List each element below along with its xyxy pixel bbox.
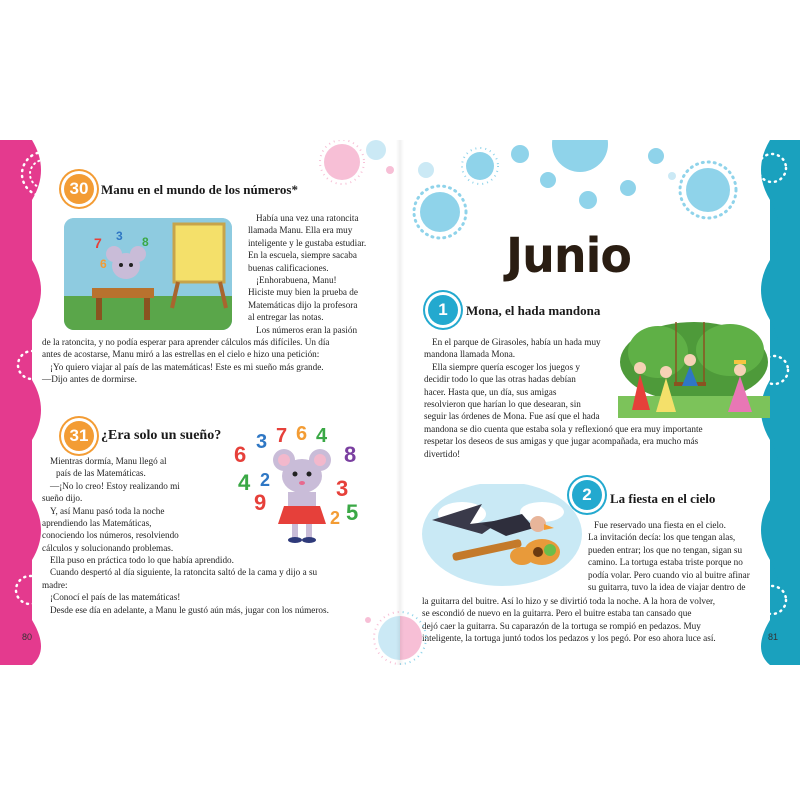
- paragraph-line: podía volar. Pero cuando vio al buitre afinar: [588, 569, 750, 580]
- svg-text:8: 8: [142, 235, 149, 249]
- svg-text:6: 6: [296, 423, 308, 445]
- paragraph-line: Fue reservado una fiesta en el cielo.: [594, 520, 726, 530]
- page-number: 81: [767, 632, 778, 642]
- story-number-badge: 30: [64, 174, 94, 204]
- story-number-badge: 31: [64, 421, 94, 451]
- page-number: 80: [22, 632, 33, 642]
- circle-decoration: [360, 610, 400, 665]
- paragraph-line: Y, así Manu pasó toda la noche: [50, 505, 165, 516]
- story-1-text-column: [424, 336, 634, 423]
- paragraph-line: respetar los deseos de sus amigas y que jugar acompañada, era mucho más: [424, 436, 699, 447]
- svg-text:3: 3: [336, 476, 349, 501]
- paragraph-line: ¡Yo quiero viajar al país de las matemáticas! Este es mi sueño más grande.: [50, 361, 324, 372]
- paragraph-line: Mientras dormía, Manu llegó al: [50, 456, 167, 466]
- paragraph-line: ¡Enhorabuena, Manu!: [256, 275, 337, 286]
- paragraph-line: Había una vez una ratoncita: [256, 213, 359, 223]
- story-title: La fiesta en el cielo: [610, 491, 716, 506]
- book-gutter: [396, 140, 404, 665]
- paragraph-line: cálculos y solucionando problemas.: [42, 542, 174, 553]
- svg-text:7: 7: [276, 425, 288, 447]
- month-title: Junio: [506, 226, 631, 284]
- paragraph-line: su guitarra, tuvo la idea de viajar dentro de: [588, 582, 746, 593]
- paragraph-line: madre:: [42, 579, 68, 590]
- paragraph-line: dejó caer la guitarra. Su caparazón de la tortuga se rompió en pedazos. Muy: [422, 620, 701, 631]
- paragraph-line: mandona llamada Mona.: [424, 349, 516, 360]
- story-title: ¿Era solo un sueño?: [101, 428, 222, 443]
- story-30-text-wide: [42, 336, 387, 386]
- paragraph-line: Ella puso en práctica todo lo que había aprendido.: [50, 555, 234, 565]
- story-31-text-column: [42, 455, 202, 554]
- svg-text:2: 2: [260, 470, 271, 490]
- story-31-text-wide: [42, 554, 387, 616]
- vulture-guitar-illustration: [422, 484, 582, 588]
- svg-text:3: 3: [256, 431, 268, 453]
- paragraph-line: pueden entrar; los que no tengan, sigan su: [588, 544, 743, 555]
- paragraph-line: camino. La tortuga estaba triste porque no: [588, 557, 743, 568]
- paragraph-line: hacer. Hasta que, un día, sus amigas: [424, 386, 557, 397]
- paragraph-line: Matemáticas dijo la profesora: [248, 299, 358, 310]
- story-1-text-wide: [424, 423, 769, 460]
- paragraph-line: resolvieron que harían lo que desearan, sin: [424, 399, 581, 410]
- paragraph-line: inteligente, la tortuga juntó todos los pedazos y los pegó. Por eso ahora luce así.: [422, 633, 716, 644]
- paragraph-line: decidir todo lo que las otras hadas debían: [424, 374, 576, 385]
- dotted-circle-decoration: [752, 148, 792, 188]
- svg-text:9: 9: [254, 490, 267, 515]
- paragraph-line: divertido!: [424, 448, 461, 459]
- left-page: [0, 140, 400, 665]
- paragraph-line: conociendo los números, resolviendo: [42, 530, 179, 541]
- book-spread: [0, 140, 800, 665]
- story-number-badge: 2: [572, 480, 602, 510]
- svg-text:4: 4: [316, 425, 328, 447]
- right-page: [400, 140, 800, 665]
- paragraph-line: aprendiendo las Matemáticas,: [42, 518, 152, 529]
- paragraph-line: Desde ese día en adelante, a Manu le gustó aún más, jugar con los números.: [50, 604, 329, 615]
- story-number-badge: 1: [428, 295, 458, 325]
- story-30-text-column: [248, 212, 388, 336]
- paragraph-line: Los números eran la pasión: [256, 324, 358, 335]
- svg-text:6: 6: [100, 257, 107, 271]
- paragraph-line: —¡No lo creo! Estoy realizando mi: [50, 480, 180, 491]
- svg-text:6: 6: [234, 442, 247, 467]
- paragraph-line: Ella siempre quería escoger los juegos y: [432, 361, 580, 372]
- circle-decoration: [400, 610, 430, 665]
- story-2-text-column: [588, 519, 768, 593]
- paragraph-line: ¡Conocí el país de las matemáticas!: [50, 592, 181, 603]
- paragraph-line: inteligente y le gustaba estudiar.: [248, 237, 367, 248]
- svg-text:2: 2: [330, 508, 341, 528]
- flower-decoration: [316, 140, 400, 190]
- paragraph-line: país de las Matemáticas.: [56, 468, 146, 479]
- paragraph-line: de la ratoncita, y no podía esperar para aprender cálculos más difíciles. Un día: [42, 337, 330, 347]
- paragraph-line: mandona se dio cuenta que estaba sola y reflexionó que era muy importante: [424, 424, 703, 434]
- paragraph-line: seguir las órdenes de Mona. Fue así que el hada: [424, 411, 600, 422]
- svg-text:4: 4: [238, 470, 251, 495]
- svg-text:3: 3: [116, 229, 123, 243]
- svg-text:5: 5: [346, 500, 359, 525]
- paragraph-line: —Dijo antes de dormirse.: [42, 374, 137, 385]
- svg-text:8: 8: [344, 442, 357, 467]
- paragraph-line: sueño dijo.: [42, 493, 83, 504]
- fairies-illustration: [618, 322, 770, 418]
- mouse-numbers-illustration: [226, 420, 376, 548]
- paragraph-line: Cuando despertó al día siguiente, la ratoncita saltó de la cama y dijo a su: [50, 567, 318, 578]
- paragraph-line: se escondió de nuevo en la guitarra. Pero el buitre estaba tan cansado que: [422, 608, 692, 619]
- paragraph-line: buenas calificaciones.: [248, 262, 329, 273]
- svg-text:7: 7: [94, 235, 102, 251]
- story-title: Manu en el mundo de los números*: [101, 182, 298, 197]
- paragraph-line: En la escuela, siempre sacaba: [248, 250, 357, 261]
- paragraph-line: La invitación decía: los que tengan alas,: [588, 532, 736, 543]
- paragraph-line: Hiciste muy bien la prueba de: [248, 287, 358, 298]
- paragraph-line: la guitarra del buitre. Así lo hizo y se divirtió toda la noche. A la hora de volver,: [422, 596, 716, 606]
- paragraph-line: antes de acostarse, Manu miró a las estrellas en el cielo e hizo una petición:: [42, 349, 320, 360]
- mouse-classroom-illustration: [64, 218, 232, 330]
- paragraph-line: En el parque de Girasoles, había un hada muy: [432, 337, 601, 347]
- story-2-text-wide: [422, 595, 772, 645]
- story-title: Mona, el hada mandona: [466, 303, 601, 318]
- paragraph-line: al entregar las notas.: [248, 312, 324, 323]
- paragraph-line: llamada Manu. Ella era muy: [248, 225, 353, 236]
